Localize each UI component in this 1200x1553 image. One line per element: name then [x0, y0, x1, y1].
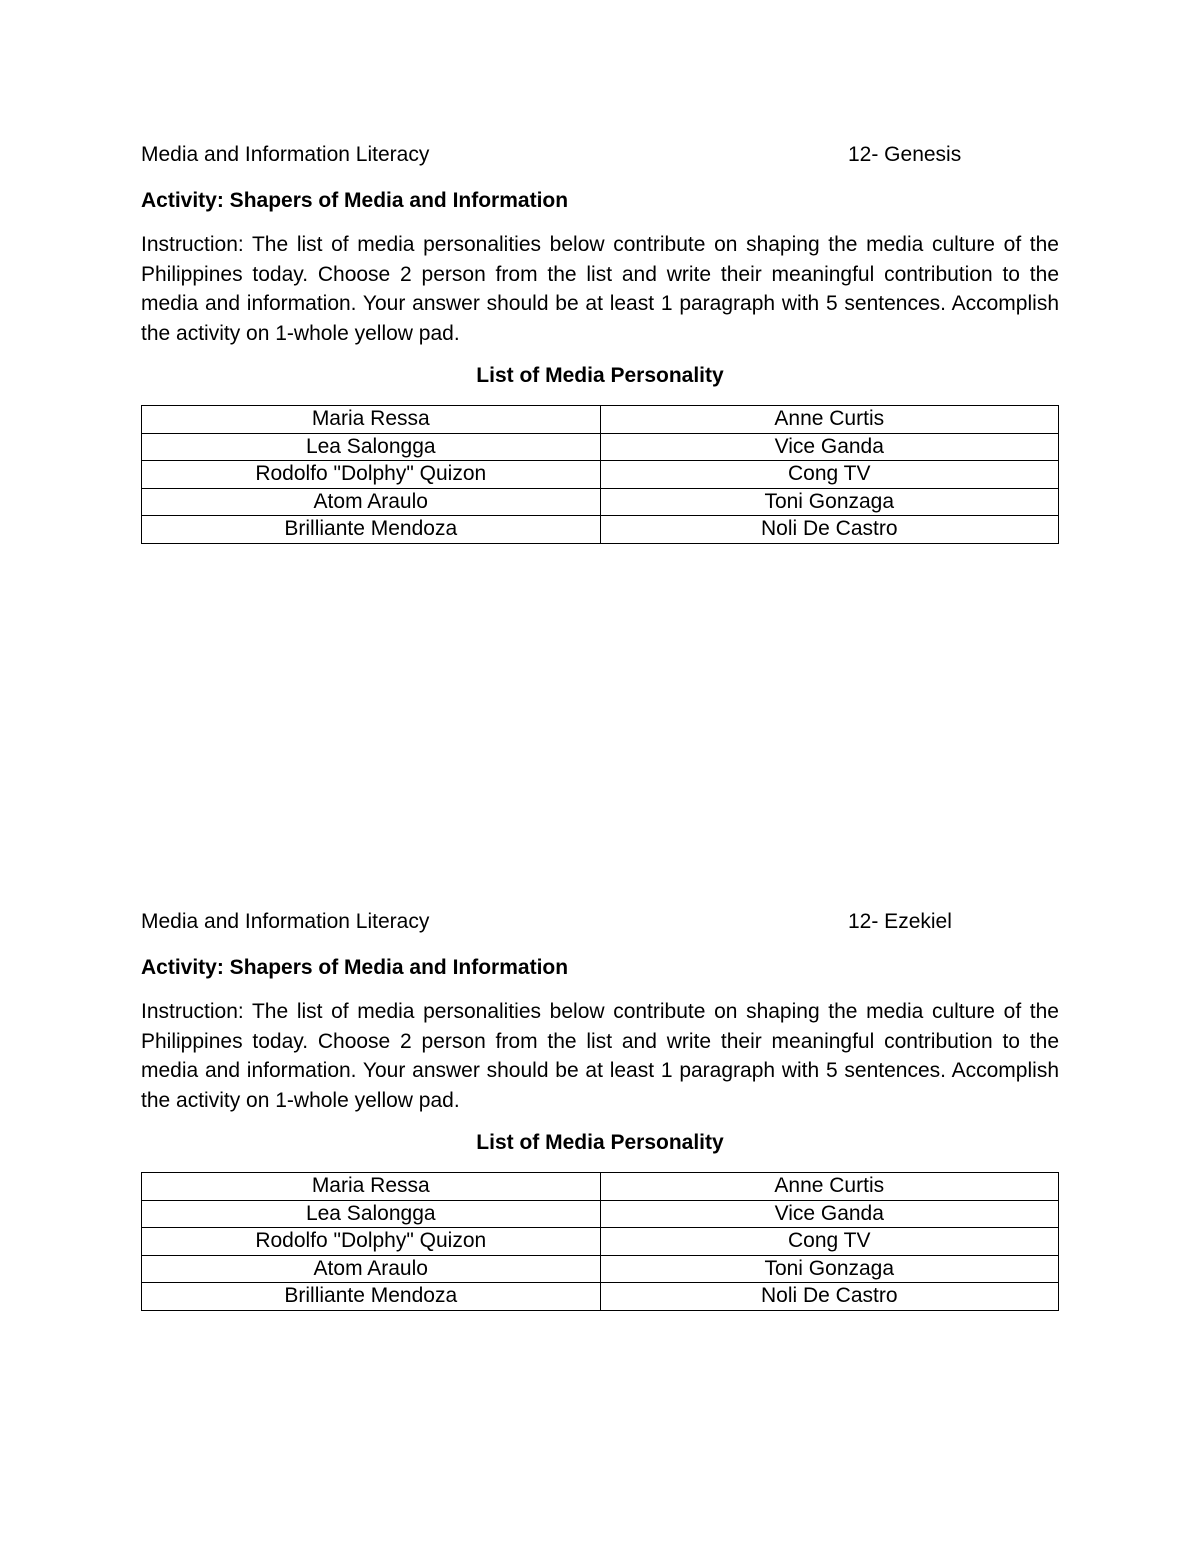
table-cell: Vice Ganda	[600, 433, 1059, 461]
table-row	[142, 1173, 1059, 1201]
table-cell: Brilliante Mendoza	[142, 1283, 601, 1311]
table-cell: Atom Araulo	[142, 1255, 601, 1283]
personality-table	[141, 1172, 1059, 1311]
table-cell: Lea Salongga	[142, 433, 601, 461]
list-title: List of Media Personality	[476, 1131, 724, 1154]
table-row	[142, 1200, 1059, 1228]
worksheet-genesis	[141, 141, 1059, 544]
table-row	[142, 1283, 1059, 1311]
table-cell: Vice Ganda	[600, 1200, 1059, 1228]
table-row	[142, 488, 1059, 516]
worksheet-header	[141, 908, 1059, 936]
personality-table	[141, 405, 1059, 544]
table-cell: Atom Araulo	[142, 488, 601, 516]
table-row	[142, 1255, 1059, 1283]
table-cell: Toni Gonzaga	[600, 488, 1059, 516]
table-row	[142, 1228, 1059, 1256]
table-row	[142, 433, 1059, 461]
table-cell: Noli De Castro	[600, 516, 1059, 544]
table-cell: Lea Salongga	[142, 1200, 601, 1228]
instruction-paragraph: Instruction: The list of media personalities below contribute on shaping the media culture of the Philippines today. Choose 2 person from the list and write their meaningful contribution to the media and information. Your answer should be at least 1 paragraph with 5 sentences. Accomplish the activity on 1-whole yellow pad.	[141, 233, 1059, 345]
table-cell: Rodolfo "Dolphy" Quizon	[142, 1228, 601, 1256]
section-label: 12- Genesis	[848, 143, 962, 166]
table-row	[142, 461, 1059, 489]
table-cell: Maria Ressa	[142, 1173, 601, 1201]
worksheet-ezekiel	[141, 908, 1059, 1311]
list-title: List of Media Personality	[476, 364, 724, 387]
table-cell: Rodolfo "Dolphy" Quizon	[142, 461, 601, 489]
worksheet-header	[141, 141, 1059, 169]
section-label: 12- Ezekiel	[848, 910, 952, 933]
table-cell: Brilliante Mendoza	[142, 516, 601, 544]
activity-title: Activity: Shapers of Media and Information	[141, 189, 569, 212]
table-cell: Toni Gonzaga	[600, 1255, 1059, 1283]
table-cell: Noli De Castro	[600, 1283, 1059, 1311]
table-cell: Anne Curtis	[600, 1173, 1059, 1201]
table-cell: Maria Ressa	[142, 406, 601, 434]
instruction-paragraph: Instruction: The list of media personalities below contribute on shaping the media culture of the Philippines today. Choose 2 person from the list and write their meaningful contribution to the media and information. Your answer should be at least 1 paragraph with 5 sentences. Accomplish the activity on 1-whole yellow pad.	[141, 1000, 1059, 1112]
table-cell: Anne Curtis	[600, 406, 1059, 434]
table-cell: Cong TV	[600, 1228, 1059, 1256]
table-row	[142, 406, 1059, 434]
activity-title: Activity: Shapers of Media and Information	[141, 956, 569, 979]
table-cell: Cong TV	[600, 461, 1059, 489]
table-row	[142, 516, 1059, 544]
subject-label: Media and Information Literacy	[141, 910, 430, 933]
subject-label: Media and Information Literacy	[141, 143, 430, 166]
